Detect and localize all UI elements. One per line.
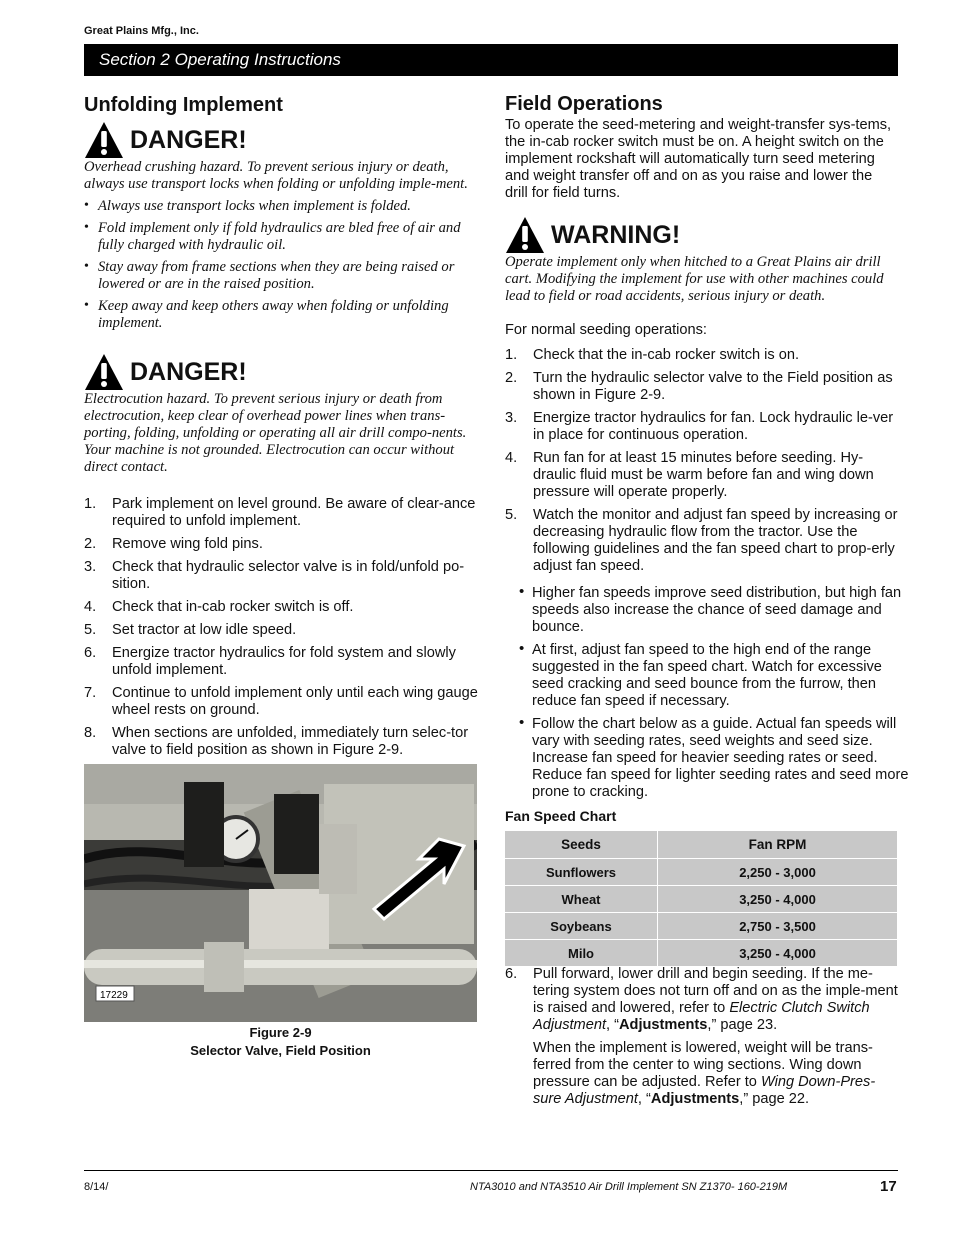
- fan-speed-table: [505, 831, 897, 967]
- warning-triangle-icon: [505, 216, 545, 254]
- figure-id-label: 17229: [100, 990, 128, 1001]
- step-6: 6. Pull forward, lower drill and begin seeding. If the me-tering system does not turn off and on as the imple-ment is raised and lowered, refer to Electric Clutch Switch Adjustment, “Adjustments,” page 23. When the implement is lowered, weight will be trans-ferred from the center to wing sections. Wing down pressure can be adjusted. Refer to Wing Down-Pres-sure Adjustment, “Adjustments,” page 22.: [505, 966, 898, 1107]
- footer-date: 8/14/: [84, 1181, 109, 1193]
- step-item: 2. Turn the hydraulic selector valve to the Field position as shown in Figure 2-9.: [505, 370, 893, 403]
- footer-title: NTA3010 and NTA3510 Air Drill Implement SN Z1370- 160-219M: [470, 1181, 788, 1193]
- danger-header-2: [84, 353, 479, 391]
- field-operations-intro: To operate the seed-metering and weight-transfer sys-tems, the in-cab rocker switch must be on. A height switch on the implement rockshaft will automatically turn seed metering and weight transfer off and on as you raise and lower the drill for field turns.: [505, 117, 892, 201]
- warning-box: [505, 216, 900, 305]
- danger-box-2: [84, 353, 479, 476]
- table-row: [505, 859, 897, 886]
- danger-bullet: • Stay away from frame sections when they are being raised or lowered or are in the raised position.: [84, 259, 479, 293]
- danger-bullet: • Keep away and keep others away when folding or unfolding implement.: [84, 298, 479, 332]
- fan-speed-bullets: [505, 585, 912, 807]
- table-cell: Milo: [505, 940, 658, 967]
- company-name: Great Plains Mfg., Inc.: [84, 25, 199, 37]
- table-cell: 3,250 - 4,000: [658, 940, 898, 967]
- danger-bullet: • Fold implement only if fold hydraulics are bled free of air and fully charged with hydraulic oil.: [84, 220, 479, 254]
- table-cell: Wheat: [505, 886, 658, 913]
- table-cell: Sunflowers: [505, 859, 658, 886]
- table-row: [505, 886, 897, 913]
- danger-text-1: Overhead crushing hazard. To prevent serious injury or death, always use transport locks when folding or unfolding imple-ment.: [84, 159, 468, 192]
- footer-divider: [84, 1170, 898, 1171]
- danger-bullets: [84, 198, 479, 332]
- unfolding-heading: Unfolding Implement: [84, 94, 283, 116]
- table-cell: Soybeans: [505, 913, 658, 940]
- warning-header: [505, 216, 900, 254]
- table-row: [505, 913, 897, 940]
- fan-bullet: • Higher fan speeds improve seed distribution, but high fan speeds also increase the chance of seed damage and bounce.: [519, 585, 912, 636]
- table-cell: 2,750 - 3,500: [658, 913, 898, 940]
- fan-bullet: • Follow the chart below as a guide. Actual fan speeds will vary with seeding rates, seed weights and seed size. Increase fan speed for heavier seeding rates or seed. Reduce fan speed for lighter seeding rates and seed more prone to cracking.: [519, 716, 912, 801]
- step-item: 1. Park implement on level ground. Be aware of clear-ance required to unfold implement.: [84, 496, 476, 529]
- step-item: 5. Set tractor at low idle speed.: [84, 622, 297, 638]
- step-item: 2. Remove wing fold pins.: [84, 536, 263, 552]
- danger-text-2: Electrocution hazard. To prevent serious injury or death from electrocution, keep clear of overhead power lines when trans-porting, folding, unfolding or operating all air drill compo-nents. Your machine is not grounded. Electrocution can occur without direct contact.: [84, 391, 467, 475]
- step-6-paragraph-2: When the implement is lowered, weight will be trans-ferred from the center to wing sections. Wing down pressure can be adjusted. Refer to Wing Down-Pres-sure Adjustment, “Adjustments,” page 22.: [533, 1040, 876, 1107]
- table-cell: 3,250 - 4,000: [658, 886, 898, 913]
- field-operations-heading: Field Operations: [505, 93, 663, 115]
- page-number: 17: [880, 1178, 897, 1195]
- step-item: 7. Continue to unfold implement only until each wing gauge wheel rests on ground.: [84, 685, 478, 718]
- warning-text: Operate implement only when hitched to a Great Plains air drill cart. Modifying the implement for use with other machines could lead to field or road accidents, serious injury or death.: [505, 254, 884, 304]
- danger-bullet: • Always use transport locks when implement is folded.: [84, 198, 479, 215]
- step-item: 5. Watch the monitor and adjust fan speed by increasing or decreasing hydraulic flow from the tractor. Use the following guidelines and the fan speed chart to prop-erly adjust fan speed.: [505, 507, 898, 574]
- step-item: 8. When sections are unfolded, immediately turn selec-tor valve to field position as shown in Figure 2-9.: [84, 725, 469, 758]
- warning-triangle-icon: [84, 121, 124, 159]
- warning-triangle-icon: [84, 353, 124, 391]
- column-header-seeds: Seeds: [505, 831, 658, 859]
- danger-title-2: DANGER!: [130, 357, 247, 386]
- danger-header-1: [84, 121, 479, 159]
- table-header-row: [505, 831, 897, 859]
- step-item: 3. Check that hydraulic selector valve is in fold/unfold po-sition.: [84, 559, 465, 592]
- section-bar: [84, 44, 898, 76]
- step-item: 4. Run fan for at least 15 minutes before seeding. Hy-draulic fluid must be warm before fan and wing down pressure will operate properly.: [505, 450, 874, 500]
- field-steps: [505, 347, 898, 581]
- fan-chart-title: Fan Speed Chart: [505, 808, 617, 824]
- fan-bullet: • At first, adjust fan speed to the high end of the range suggested in the fan speed chart. Watch for excessive seed cracking and seed bounce from the furrow, then reduce fan speed if necessary.: [519, 642, 912, 710]
- figure-caption-number: Figure 2-9: [249, 1025, 312, 1040]
- step-item: 3. Energize tractor hydraulics for fan. Lock hydraulic le-ver in place for continuous operation.: [505, 410, 894, 443]
- selector-valve-illustration: [84, 764, 477, 1022]
- normal-ops-label: For normal seeding operations:: [505, 322, 707, 338]
- step-item: 1. Check that the in-cab rocker switch is on.: [505, 347, 800, 363]
- column-header-fan-rpm: Fan RPM: [658, 831, 898, 859]
- selector-valve-photo: [84, 764, 477, 1022]
- section-title: Section 2 Operating Instructions: [99, 50, 341, 69]
- table-cell: 2,250 - 3,000: [658, 859, 898, 886]
- step-item: 4. Check that in-cab rocker switch is off.: [84, 599, 354, 615]
- step-number: 6.: [505, 966, 518, 982]
- warning-title: WARNING!: [551, 220, 681, 249]
- figure-caption-title: Selector Valve, Field Position: [190, 1043, 371, 1058]
- step-item: 6. Energize tractor hydraulics for fold system and slowly unfold implement.: [84, 645, 456, 678]
- danger-box-1: [84, 121, 479, 337]
- table-row: [505, 940, 897, 967]
- danger-title-1: DANGER!: [130, 125, 247, 154]
- unfolding-steps: [84, 496, 478, 765]
